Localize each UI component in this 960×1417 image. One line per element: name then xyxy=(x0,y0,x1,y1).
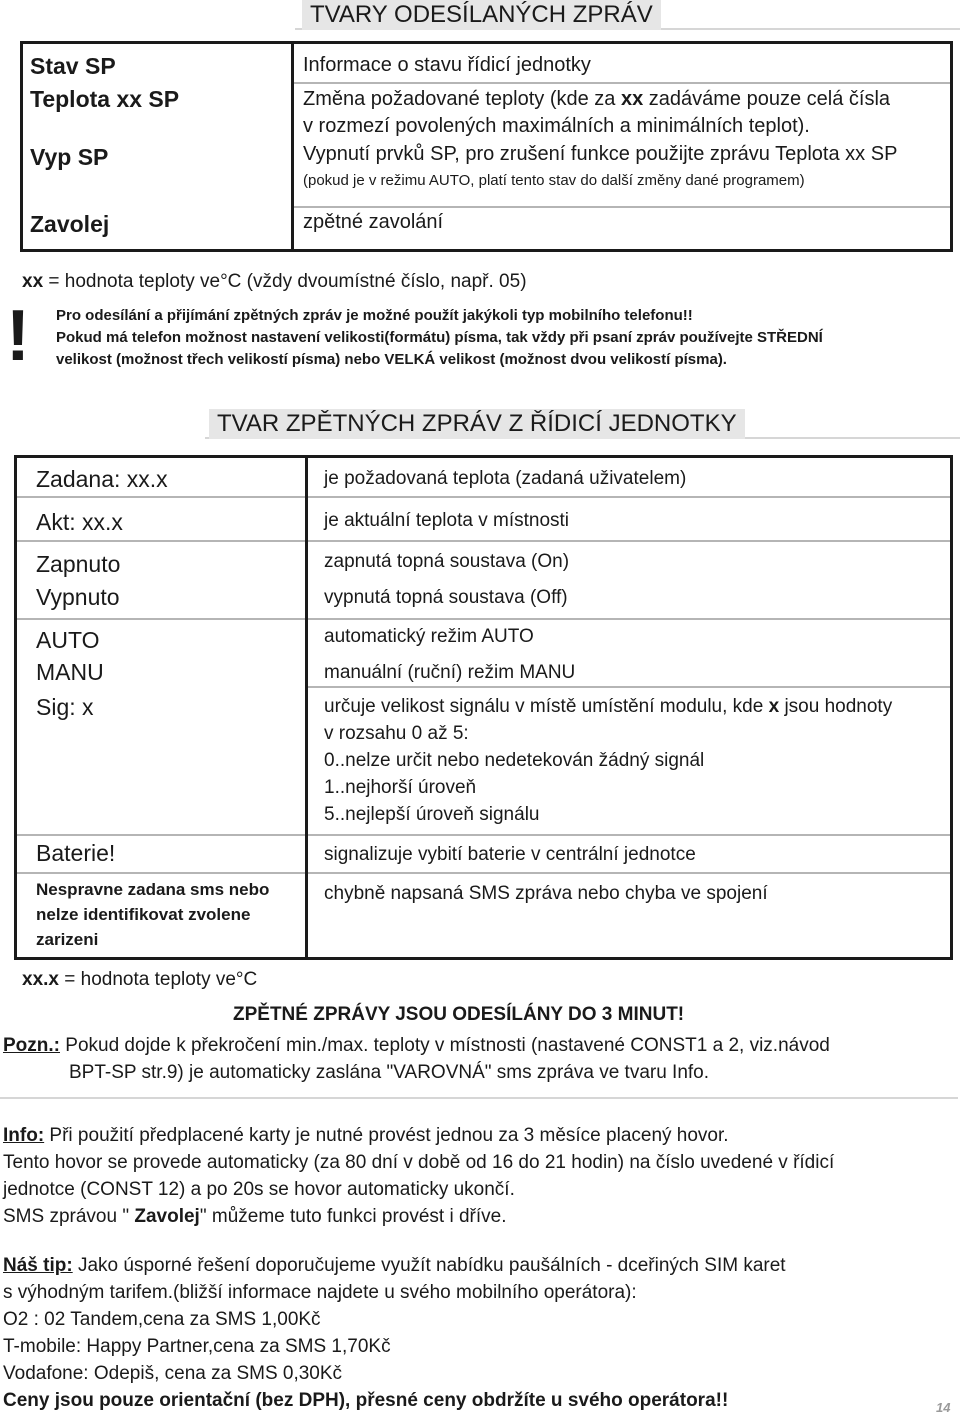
reply-desc: automatický režim AUTO xyxy=(324,626,534,647)
reply-desc: je požadovaná teplota (zadaná uživatelem) xyxy=(324,468,687,489)
reply-key: Akt: xx.x xyxy=(36,509,123,535)
row-rule xyxy=(17,872,305,874)
operator-line: O2 : 02 Tandem,cena za SMS 1,00Kč xyxy=(3,1309,321,1330)
reply-desc: chybně napsaná SMS zpráva nebo chyba ve spojení xyxy=(324,883,768,904)
row-rule xyxy=(308,618,950,620)
reply-key: Baterie! xyxy=(36,840,116,866)
row-rule xyxy=(308,540,950,542)
reply-desc: je aktuální teplota v místnosti xyxy=(324,510,570,531)
section-heading-1: TVARY ODESÍLANÝCH ZPRÁV xyxy=(302,0,661,30)
reply-key: AUTO xyxy=(36,627,100,653)
info-line: Info: Při použití předplacené karty je nutné provést jednou za 3 měsíce placený hovor. xyxy=(3,1125,729,1146)
row-rule xyxy=(17,834,305,836)
operator-line: T-mobile: Happy Partner,cena za SMS 1,70Kč xyxy=(3,1336,391,1357)
reply-key: Zadana: xx.x xyxy=(36,466,168,492)
row-rule xyxy=(308,686,950,688)
row-rule xyxy=(294,82,950,84)
reply-desc: 1..nejhorší úroveň xyxy=(324,777,477,798)
reply-desc: určuje velikost signálu v místě umístění modulu, kde x jsou hodnoty xyxy=(324,696,893,717)
operator-line: Vodafone: Odepiš, cena za SMS 0,30Kč xyxy=(3,1363,343,1384)
command-key: Vyp SP xyxy=(30,144,109,170)
reply-desc: zapnutá topná soustava (On) xyxy=(324,551,570,572)
info-line: Tento hovor se provede automaticky (za 80 dní v době od 16 do 21 hodin) na číslo uvedené v řídicí xyxy=(3,1152,835,1173)
command-key: Stav SP xyxy=(30,53,116,79)
section-heading-2: TVAR ZPĚTNÝCH ZPRÁV Z ŘÍDICÍ JEDNOTKY xyxy=(209,409,745,439)
reply-key: zarizeni xyxy=(36,930,99,949)
info-line: SMS zprávou " Zavolej" můžeme tuto funkci provést i dříve. xyxy=(3,1206,507,1227)
command-key: Zavolej xyxy=(30,211,110,237)
command-desc: Informace o stavu řídicí jednotky xyxy=(303,54,591,76)
divider xyxy=(0,1097,958,1099)
command-desc: Vypnutí prvků SP, pro zrušení funkce použijte zprávu Teplota xx SP xyxy=(303,143,898,165)
command-note: (pokud je v režimu AUTO, platí tento stav do další změny dané programem) xyxy=(303,172,805,189)
reply-key: Sig: x xyxy=(36,694,94,720)
reply-desc: vypnutá topná soustava (Off) xyxy=(324,587,568,608)
tip-final: Ceny jsou pouze orientační (bez DPH), přesné ceny obdržíte u svého operátora!! xyxy=(3,1390,729,1411)
reply-desc: manuální (ruční) režim MANU xyxy=(324,662,576,683)
warning-line: Pokud má telefon možnost nastavení velikosti(formátu) písma, tak vždy při psaní zpráv používejte STŘEDNÍ xyxy=(56,329,823,346)
page-number: 14 xyxy=(936,1400,951,1415)
reply-key: Zapnuto xyxy=(36,551,121,577)
notice: ZPĚTNÉ ZPRÁVY JSOU ODESÍLÁNY DO 3 MINUT! xyxy=(233,1004,685,1025)
xxx-note: xx.x = hodnota teploty ve°C xyxy=(22,969,258,990)
reply-key: nelze identifikovat zvolene xyxy=(36,905,251,924)
commands-table xyxy=(20,41,953,252)
reply-desc: signalizuje vybití baterie v centrální jednotce xyxy=(324,844,696,865)
info-line: jednotce (CONST 12) a po 20s se hovor automaticky ukončí. xyxy=(3,1179,515,1200)
row-rule xyxy=(17,618,305,620)
reply-desc: 5..nejlepší úroveň signálu xyxy=(324,804,540,825)
warning-line: Pro odesílání a přijímání zpětných zpráv je možné použít jakýkoli typ mobilního telefonu!! xyxy=(56,307,693,324)
table-divider xyxy=(291,44,294,249)
replies-table xyxy=(14,455,953,960)
table-divider xyxy=(305,458,308,957)
row-rule xyxy=(17,540,305,542)
command-desc: Změna požadované teploty (kde za xx zadáváme pouze celá čísla xyxy=(303,88,891,110)
row-rule xyxy=(17,496,305,498)
row-rule xyxy=(308,834,950,836)
warning-mark: ! xyxy=(6,296,30,376)
command-desc: v rozmezí povolených maximálních a minimálních teplot). xyxy=(303,115,810,137)
row-rule xyxy=(308,496,950,498)
pozn-line: Pozn.: Pokud dojde k překročení min./max. teploty v místnosti (nastavené CONST1 a 2, viz.návod xyxy=(3,1035,830,1056)
reply-key: MANU xyxy=(36,659,104,685)
command-key: Teplota xx SP xyxy=(30,86,180,112)
pozn-line: BPT-SP str.9) je automaticky zaslána "VAROVNÁ" sms zpráva ve tvaru Info. xyxy=(69,1062,710,1083)
xx-note: xx = hodnota teploty ve°C (vždy dvoumístné číslo, např. 05) xyxy=(22,271,527,292)
warning-line: velikost (možnost třech velikostí písma) nebo VELKÁ velikost (možnost dvou velikostí písma). xyxy=(56,351,727,368)
reply-desc: 0..nelze určit nebo nedetekován žádný signál xyxy=(324,750,705,771)
row-rule xyxy=(308,872,950,874)
reply-key: Vypnuto xyxy=(36,584,120,610)
tip-line: s výhodným tarifem.(bližší informace najdete u svého mobilního operátora): xyxy=(3,1282,637,1303)
reply-key: Nespravne zadana sms nebo xyxy=(36,880,270,899)
tip-line: Náš tip: Jako úsporné řešení doporučujeme využít nabídku paušálních - dceřiných SIM karet xyxy=(3,1255,786,1276)
reply-desc: v rozsahu 0 až 5: xyxy=(324,723,469,744)
command-desc: zpětné zavolání xyxy=(303,211,444,233)
row-rule xyxy=(294,206,950,208)
